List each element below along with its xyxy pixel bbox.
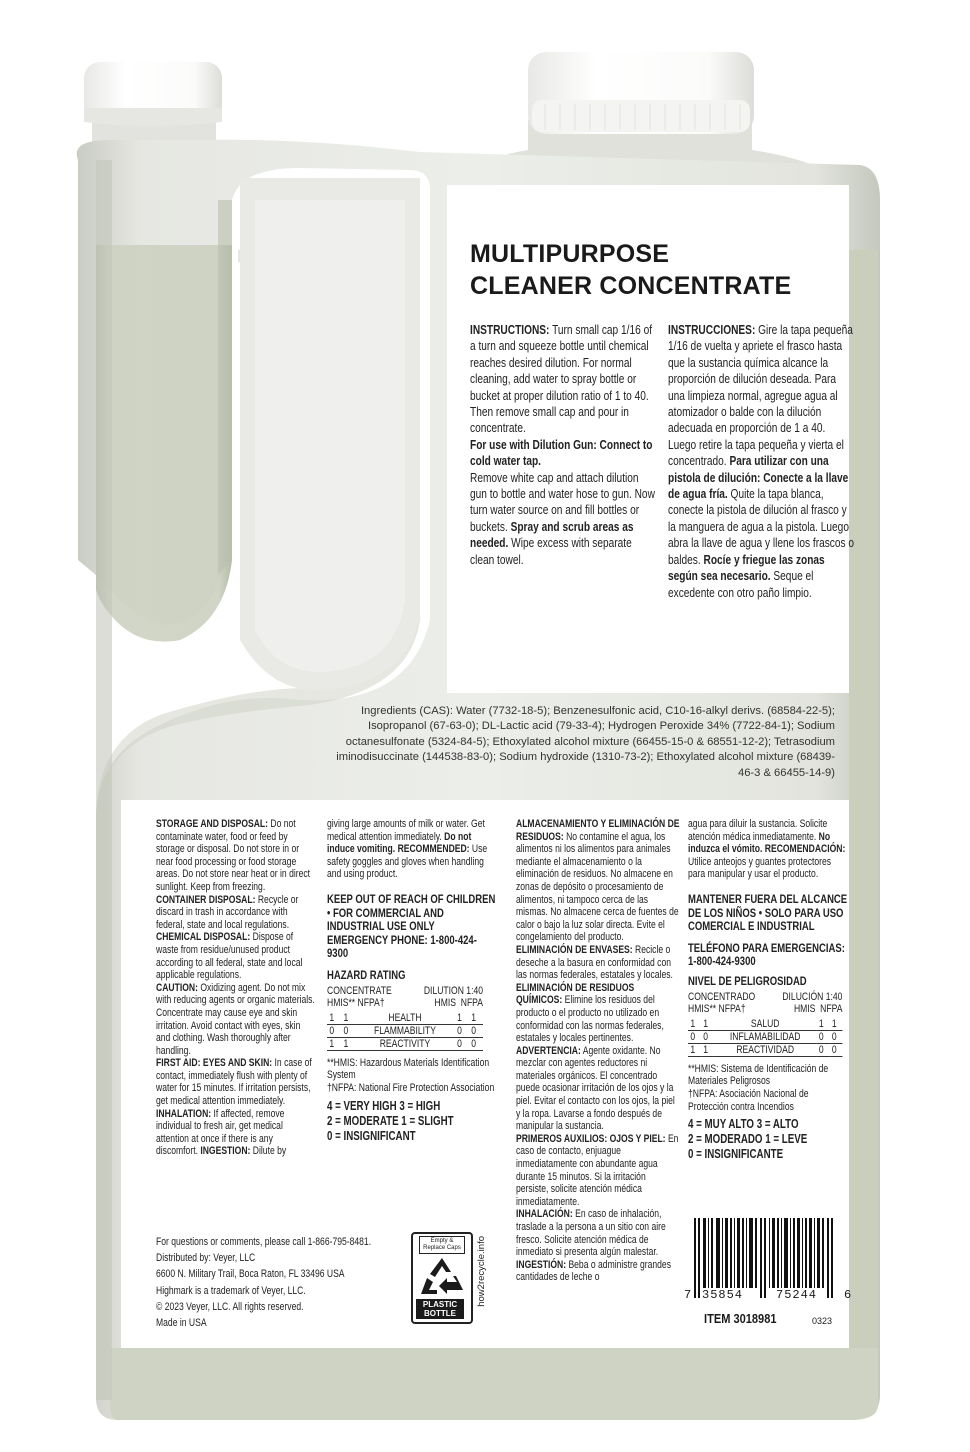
es-no-vomit: No induzca el vómito.	[688, 830, 831, 856]
distributor: Distributed by: Veyer, LLC	[156, 1252, 256, 1265]
es-firstaid-heading: PRIMEROS AUXILIOS: OJOS Y PIEL:	[516, 1132, 666, 1145]
title-line-2: CLEANER CONCENTRATE	[470, 272, 792, 300]
hazard-cell: 1	[469, 1012, 483, 1025]
es-hazard-dilution: DILUCIÓN 1:40	[782, 990, 843, 1003]
rating-scale-3: 0 = INSIGNIFICANT	[327, 1128, 416, 1143]
instructions-en-spray: Spray and scrub areas as needed.	[470, 518, 634, 551]
es-hmis-label-right: HMIS	[793, 1003, 816, 1016]
small-cap	[84, 62, 222, 126]
es-warning-heading: ADVERTENCIA:	[516, 1044, 581, 1057]
recycle-bottle: BOTTLE	[424, 1309, 456, 1318]
large-cap	[528, 52, 754, 134]
ingestion-heading: INGESTION:	[200, 1145, 251, 1158]
ingredients-list: Ingredients (CAS): Water (7732-18-5); Benzenesulfonic acid, C10-16-alkyl derivs. (68584-22-5); Isopropanol (67-63-0); DL-Lactic acid (79-33-4); Hydrogen Peroxide 34% (7722-84-1); Sodium octanesulfonate (5324-84-5); Ethoxylated alcohol mixture (66455-15-0 & 68551-12-2); Tetrasodium iminodisuccinate (144538-83-0); Sodium hydroxide (1310-73-2); Ethoxylated alcohol mixture (68439-46-3 & 66455-14-9)	[336, 705, 835, 779]
hazard-cell: 1	[817, 1018, 830, 1031]
chemical-text: Dispose of waste from residue/unused product according to all federal, state and local applicable regulations.	[156, 931, 303, 982]
es-firstaid-text: En caso de contacto, enjuague inmediatamente con abundante agua durante 15 minutos. Si la irritación persiste, solicite atención médica inmediatamente.	[516, 1132, 679, 1208]
hazard-dilution: DILUTION 1:40	[423, 984, 483, 997]
hazard-cell: 1	[327, 1012, 341, 1025]
es-rating-scale-2: 2 = MODERADO 1 = LEVE	[688, 1132, 808, 1147]
nfpa-label-right: NFPA	[460, 997, 483, 1010]
es-chemical-heading: ELIMINACIÓN DE RESIDUOS QUÍMICOS:	[516, 981, 635, 1007]
hazard-cell: 1	[455, 1012, 469, 1025]
hazard-cell: 0	[829, 1043, 842, 1056]
instructions-es-spray: Rocíe y friegue las zonas según sea necesario.	[668, 551, 825, 584]
es-hazard-subheader	[688, 991, 842, 1004]
es-storage-text: No contamine el agua, los alimentos ni los alimentos para animales mediante el almacenamiento o la eliminación de residuos. No almacene en zonas de depósito o procesamiento de alimentos, ni tampoco cerca de las mismas. No almacene cerca de fuentes de calor o bajo la luz solar directa. Evite el congelamiento del producto.	[516, 830, 679, 944]
no-vomit: Do not induce vomiting.	[327, 830, 472, 856]
es-container-text: Recicle o deseche a la basura en conformidad con las normas federales, estatales y locales.	[516, 943, 673, 982]
nfpa-note: †NFPA: National Fire Protection Association	[327, 1081, 495, 1094]
hazard-subheader	[327, 985, 483, 998]
es-nfpa-note: †NFPA: Asociación Nacional de Protección contra Incendios	[688, 1087, 809, 1113]
instructions-en-heading: INSTRUCTIONS:	[470, 322, 550, 337]
recycle-icon	[415, 1254, 469, 1298]
hazard-table	[327, 1012, 483, 1051]
hazard-label: REACTIVIDAD	[714, 1043, 817, 1056]
hazard-row-flammability	[327, 1024, 483, 1037]
hazard-cell: 0	[469, 1024, 483, 1037]
hazard-cell: 1	[327, 1037, 341, 1050]
hazard-row-reactivity	[327, 1037, 483, 1050]
es-recommended-text: Utilice anteojos y guantes protectores para manipular y usar el producto.	[688, 855, 832, 881]
es-hmis-label: HMIS**	[688, 1003, 717, 1016]
barcode-digit-right: 75244	[776, 1288, 818, 1302]
es-hazard-systems	[688, 1003, 842, 1016]
es-hmis-note: **HMIS: Sistema de Identificación de Materiales Peligrosos	[688, 1062, 829, 1088]
hazard-label: REACTIVITY	[355, 1037, 455, 1050]
container-text: Recycle or discard in trash in accordance with federal, state and local regulations.	[156, 893, 299, 931]
instructions-en-text3: Wipe excess with separate clean towel.	[470, 535, 632, 567]
es-ingestion-text: Beba o administre grandes cantidades de leche o	[516, 1258, 671, 1284]
en-safety-col2	[327, 818, 497, 1144]
hazard-cell: 1	[701, 1043, 714, 1056]
liquid-bottom	[110, 1348, 878, 1420]
hazard-cell: 0	[341, 1024, 355, 1037]
en-safety-col1	[156, 818, 316, 1158]
keep-out-warning: KEEP OUT OF REACH OF CHILDREN • FOR COMMERCIAL AND INDUSTRIAL USE ONLY	[327, 891, 496, 934]
hazard-cell: 1	[688, 1018, 701, 1031]
es-emergency-phone: TELÉFONO PARA EMERGENCIAS: 1-800-424-9300	[688, 940, 845, 969]
es-safety-col1	[516, 818, 680, 1284]
es-recommended-heading: RECOMENDACIÓN:	[764, 843, 846, 856]
storage-text: Do not contaminate water, food or feed by storage or disposal. Do not store in or near food processing or food storage areas. Do not store near heat or in direct sunlight. Keep from freezing.	[156, 818, 311, 893]
es-nfpa-label: NFPA†	[718, 1003, 746, 1016]
instructions-es-heading: INSTRUCCIONES:	[668, 322, 756, 337]
product-title	[470, 238, 850, 302]
hazard-cell: 0	[327, 1024, 341, 1037]
instructions-es-gun-heading: Para utilizar con una pistola de dilución: Conecte a la llave de agua fría.	[668, 453, 849, 502]
address: 6600 N. Military Trail, Boca Raton, FL 33496 USA	[156, 1268, 345, 1281]
instructions-en	[470, 322, 657, 568]
ingestion-text: Dilute by	[252, 1145, 287, 1158]
hazard-label: FLAMMABILITY	[355, 1024, 455, 1037]
es-inhalation-heading: INHALACIÓN:	[516, 1208, 573, 1221]
es-rating-scale-3: 0 = INSIGNIFICANTE	[688, 1147, 784, 1162]
instructions-es-text2: Quite la tapa blanca, conecte la pistola de dilución al frasco y la manguera de agua a la pistola. Luego abra la llave de agua y llene los frascos o baldes.	[668, 486, 855, 567]
barcode-digit-lead: 7	[684, 1288, 693, 1302]
hazard-cell: 0	[688, 1030, 701, 1043]
hazard-systems	[327, 997, 483, 1010]
instructions-en-text1: Turn small cap 1/16 of a turn and squeeze bottle until chemical reaches desired dilution. For normal cleaning, add water to spray bottle or bucket at proper dilution ratio of 1 to 40. Then remove small cap and pour in concentrate.	[470, 322, 653, 436]
recycle-cap-note: Empty & Replace Caps	[419, 1236, 465, 1254]
hazard-label: HEALTH	[355, 1012, 455, 1025]
es-ingestion-heading: INGESTIÓN:	[516, 1258, 567, 1271]
hazard-label: SALUD	[714, 1018, 817, 1031]
es-hazard-heading: NIVEL DE PELIGROSIDAD	[688, 973, 807, 988]
hazard-cell: 0	[817, 1043, 830, 1056]
hazard-label: INFLAMABILIDAD	[714, 1030, 817, 1043]
hazard-cell: 0	[469, 1037, 483, 1050]
es-nfpa-label-right: NFPA	[820, 1003, 843, 1016]
instructions-es-text1: Gire la tapa pequeña 1/16 de vuelta y apriete el frasco hasta que la sustancia química alcance la proporción de dilución deseada. Para una limpieza normal, agregue agua al atomizador o balde con la dilución adecuada en proporción de 1 a 40. Luego retire la tapa pequeña y vierta el concentrado.	[668, 322, 853, 469]
hazard-cell: 1	[341, 1037, 355, 1050]
copyright: © 2023 Veyer, LLC. All rights reserved.	[156, 1300, 304, 1313]
container-heading: CONTAINER DISPOSAL:	[156, 893, 256, 906]
caution-heading: CAUTION:	[156, 981, 198, 994]
hmis-label: HMIS**	[327, 997, 356, 1010]
instructions-en-text2: Remove white cap and attach dilution gun to bottle and water hose to gun. Now turn water source on and fill bottles or buckets.	[470, 469, 655, 534]
es-hazard-row-flammability	[688, 1030, 842, 1043]
lot-code: 0323	[812, 1316, 833, 1326]
liquid-left	[96, 245, 232, 642]
barcode-digit-left: 35854	[702, 1288, 744, 1302]
caution-text: Oxidizing agent. Do not mix with reducing agents or organic materials. Concentrate may cause eye and skin irritation. Avoid contact with eyes, skin and clothing. Wash thoroughly after handling.	[156, 981, 315, 1057]
hazard-cell: 0	[455, 1024, 469, 1037]
hazard-cell: 0	[455, 1037, 469, 1050]
hmis-note: **HMIS: Hazardous Materials Identification System	[327, 1056, 490, 1082]
item-number: ITEM 3018981	[704, 1311, 777, 1326]
es-hazard-row-health	[688, 1018, 842, 1031]
storage-heading: STORAGE AND DISPOSAL:	[156, 818, 269, 830]
recommended-heading: RECOMMENDED:	[397, 843, 470, 856]
es-safety-col2	[688, 818, 848, 1162]
hazard-cell: 1	[701, 1018, 714, 1031]
hazard-heading: HAZARD RATING	[327, 967, 406, 982]
firstaid-text: In case of contact, immediately flush with plenty of water for 15 minutes. If irritation persists, get medical attention immediately.	[156, 1057, 312, 1108]
es-hazard-concentrate: CONCENTRADO	[688, 990, 756, 1003]
inhalation-text: If affected, remove individual to fresh air, get medical attention at once if there is any discomfort.	[156, 1107, 285, 1158]
es-rating-scale-1: 4 = MUY ALTO 3 = ALTO	[688, 1117, 799, 1132]
recycle-plastic: PLASTIC	[422, 1300, 458, 1309]
recommended-text: Use safety goggles and gloves when handling and using product.	[327, 843, 488, 881]
hazard-cell: 0	[701, 1030, 714, 1043]
hazard-cell: 1	[688, 1043, 701, 1056]
rating-scale-1: 4 = VERY HIGH 3 = HIGH	[327, 1098, 441, 1113]
made-in: Made in USA	[156, 1317, 207, 1330]
ingestion-text-2: giving large amounts of milk or water. Get medical attention immediately.	[327, 818, 485, 843]
chemical-heading: CHEMICAL DISPOSAL:	[156, 931, 251, 944]
es-storage-heading: ALMACENAMIENTO Y ELIMINACIÓN DE RESIDUOS:	[516, 818, 680, 843]
nfpa-label: NFPA†	[357, 997, 385, 1010]
es-chemical-text: Elimine los residuos del producto o el producto no utilizado en conformidad con las normas federales, estatales y locales pertinentes.	[516, 994, 664, 1045]
questions-line: For questions or comments, please call 1-866-795-8481.	[156, 1236, 372, 1248]
hazard-concentrate: CONCENTRATE	[327, 984, 392, 997]
es-keep-out-warning: MANTENER FUERA DEL ALCANCE DE LOS NIÑOS • SOLO PARA USO COMERCIAL E INDUSTRIAL	[688, 891, 848, 934]
hazard-cell: 0	[817, 1030, 830, 1043]
instructions-en-gun-heading: For use with Dilution Gun: Connect to cold water tap.	[470, 436, 653, 469]
emergency-phone: EMERGENCY PHONE: 1-800-424-9300	[327, 932, 477, 961]
instructions-es-text3: Seque el excedente con otro paño limpio.	[668, 568, 814, 600]
hazard-row-health	[327, 1012, 483, 1025]
recycle-badge	[411, 1232, 473, 1324]
trademark: Highmark is a trademark of Veyer, LLC.	[156, 1284, 306, 1297]
instructions-es	[668, 322, 855, 601]
hmis-label-right: HMIS	[434, 997, 456, 1010]
title-line-1: MULTIPURPOSE	[470, 240, 670, 268]
how2recycle-url: how2recycle.info	[476, 1236, 487, 1307]
es-warning-text: Agente oxidante. No mezclar con agentes reductores ni materiales orgánicos. El concentrado puede ocasionar irritación de los ojos y la piel. Evitar el contacto con los ojos, la piel y la ropa. Lavarse a fondo después de manipular la sustancia.	[516, 1044, 675, 1133]
es-ingestion-text-2: agua para diluir la sustancia. Solicite atención médica inmediatamente.	[688, 818, 828, 843]
es-hazard-row-reactivity	[688, 1043, 842, 1056]
recycle-material	[416, 1299, 464, 1319]
rating-scale-2: 2 = MODERATE 1 = SLIGHT	[327, 1113, 454, 1128]
hazard-cell: 1	[341, 1012, 355, 1025]
es-hazard-table	[688, 1018, 842, 1057]
es-inhalation-text: En caso de inhalación, traslade a la persona a un sitio con aire fresco. Solicite atención médica de inmediato si presenta algún malestar.	[516, 1208, 666, 1259]
firstaid-heading: FIRST AID: EYES AND SKIN:	[156, 1057, 273, 1070]
inhalation-heading: INHALATION:	[156, 1107, 212, 1120]
es-container-heading: ELIMINACIÓN DE ENVASES:	[516, 943, 633, 956]
hazard-cell: 1	[829, 1018, 842, 1031]
company-info	[156, 1234, 413, 1331]
hazard-cell: 0	[829, 1030, 842, 1043]
barcode-digit-check: 6	[844, 1288, 853, 1302]
